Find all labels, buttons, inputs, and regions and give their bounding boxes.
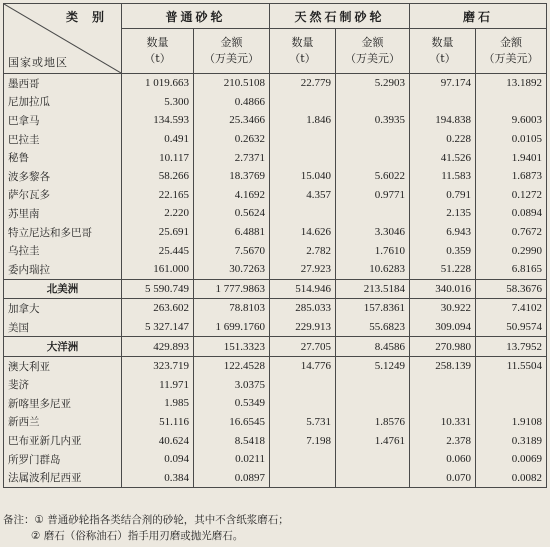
table-row: [4, 223, 547, 242]
table-cell: 9.6003: [476, 111, 547, 130]
column-header-unit: （t）: [289, 52, 316, 65]
country-name: 苏里南: [4, 204, 122, 223]
column-header-label: 数量: [291, 36, 314, 49]
table-cell: 0.384: [122, 468, 194, 487]
country-name: 法属波利尼西亚: [4, 468, 122, 487]
table-cell: 25.691: [122, 223, 194, 242]
table-row: [4, 93, 547, 112]
column-header-unit: （万美元）: [345, 52, 401, 65]
table-cell: [410, 93, 476, 112]
column-header-label: 金额: [361, 36, 384, 49]
table-cell: 58.3676: [476, 279, 547, 299]
table-cell: 0.3189: [476, 431, 547, 450]
table-cell: 1.8576: [336, 413, 410, 432]
column-header-unit: （万美元）: [204, 52, 259, 65]
country-name: 所罗门群岛: [4, 450, 122, 469]
table-cell: 157.8361: [336, 299, 410, 318]
table-cell: [270, 394, 336, 413]
table-cell: [270, 376, 336, 395]
table-cell: 30.7263: [194, 260, 270, 279]
table-cell: [270, 148, 336, 167]
table-cell: 6.4881: [194, 223, 270, 242]
table-cell: 11.583: [410, 167, 476, 186]
column-header-label: 金额: [220, 36, 243, 49]
table-cell: 15.040: [270, 167, 336, 186]
table-cell: 5.2903: [336, 74, 410, 93]
table-cell: 0.2990: [476, 241, 547, 260]
table-cell: 1.4761: [336, 431, 410, 450]
country-name: 巴拉圭: [4, 130, 122, 149]
table-cell: 340.016: [410, 279, 476, 299]
table-row: [4, 376, 547, 395]
group-header-natural-stone-wheel: 天然石制砂轮: [270, 4, 410, 29]
table-cell: [476, 93, 547, 112]
column-header-label: 数量: [431, 36, 454, 49]
table-cell: 5.731: [270, 413, 336, 432]
table-cell: 0.791: [410, 186, 476, 205]
table-cell: 51.228: [410, 260, 476, 279]
table-cell: 7.4102: [476, 299, 547, 318]
table-cell: [336, 204, 410, 223]
table-cell: 1.7610: [336, 241, 410, 260]
table-cell: 1.9108: [476, 413, 547, 432]
table-cell: 10.117: [122, 148, 194, 167]
country-name: 萨尔瓦多: [4, 186, 122, 205]
group-header-whetstone: 磨石: [410, 4, 547, 29]
country-name: 特立尼达和多巴哥: [4, 223, 122, 242]
table-row: [4, 299, 547, 318]
table-cell: 13.1892: [476, 74, 547, 93]
table-row: [4, 241, 547, 260]
country-name: 新西兰: [4, 413, 122, 432]
column-header-label: 数量: [146, 36, 169, 49]
table-cell: 122.4528: [194, 356, 270, 375]
table-cell: 0.0897: [194, 468, 270, 487]
table-cell: [410, 376, 476, 395]
table-cell: 323.719: [122, 356, 194, 375]
table-cell: [410, 394, 476, 413]
table-cell: 41.526: [410, 148, 476, 167]
table-cell: 40.624: [122, 431, 194, 450]
table-cell: 5.1249: [336, 356, 410, 375]
country-name: 加拿大: [4, 299, 122, 318]
table-cell: [270, 204, 336, 223]
table-cell: 4.357: [270, 186, 336, 205]
table-cell: 6.8165: [476, 260, 547, 279]
table-cell: 0.491: [122, 130, 194, 149]
table-cell: 51.116: [122, 413, 194, 432]
table-cell: 1.846: [270, 111, 336, 130]
table-cell: 7.5670: [194, 241, 270, 260]
table-cell: [270, 450, 336, 469]
table-cell: 258.139: [410, 356, 476, 375]
table-cell: [270, 93, 336, 112]
table-cell: 0.228: [410, 130, 476, 149]
footnote-1: 备注：① 普通砂轮指各类结合剂的砂轮，其中不含纸浆磨石；: [3, 514, 289, 526]
table-cell: 16.6545: [194, 413, 270, 432]
table-cell: 1 019.663: [122, 74, 194, 93]
table-cell: [336, 93, 410, 112]
table-row: [4, 111, 547, 130]
table-cell: 3.0375: [194, 376, 270, 395]
table-cell: 2.220: [122, 204, 194, 223]
table-cell: 0.094: [122, 450, 194, 469]
country-name: 澳大利亚: [4, 356, 122, 375]
table-cell: 27.923: [270, 260, 336, 279]
table-cell: 78.8103: [194, 299, 270, 318]
table-cell: 10.331: [410, 413, 476, 432]
table-cell: 0.0211: [194, 450, 270, 469]
table-cell: [476, 376, 547, 395]
region-name: 大洋洲: [4, 337, 122, 357]
table-cell: [476, 394, 547, 413]
region-subtotal-row: [4, 337, 547, 357]
table-cell: 22.165: [122, 186, 194, 205]
country-name: 墨西哥: [4, 74, 122, 93]
region-name: 北美洲: [4, 279, 122, 299]
column-header-unit: （万美元）: [483, 52, 539, 65]
country-name: 巴布亚新几内亚: [4, 431, 122, 450]
table-cell: 1 777.9863: [194, 279, 270, 299]
table-cell: 309.094: [410, 318, 476, 337]
table-cell: 2.378: [410, 431, 476, 450]
country-name: 秘鲁: [4, 148, 122, 167]
column-header-amount: [336, 29, 410, 74]
column-header-quantity: [122, 29, 194, 74]
table-cell: 55.6823: [336, 318, 410, 337]
table-cell: 14.776: [270, 356, 336, 375]
header-row-groups: [4, 4, 547, 29]
table-cell: 1 699.1760: [194, 318, 270, 337]
table-cell: 0.5624: [194, 204, 270, 223]
table-cell: 18.3769: [194, 167, 270, 186]
country-name: 斐济: [4, 376, 122, 395]
table-cell: 5.6022: [336, 167, 410, 186]
table-cell: 270.980: [410, 337, 476, 357]
column-header-unit: （t）: [144, 52, 171, 65]
table-cell: 429.893: [122, 337, 194, 357]
table-row: [4, 394, 547, 413]
table-cell: 25.445: [122, 241, 194, 260]
table-cell: 4.1692: [194, 186, 270, 205]
table-cell: [336, 148, 410, 167]
table-row: [4, 74, 547, 93]
table-cell: [336, 394, 410, 413]
table-cell: 30.922: [410, 299, 476, 318]
table-cell: 0.0894: [476, 204, 547, 223]
table-row: [4, 260, 547, 279]
table-cell: 3.3046: [336, 223, 410, 242]
table-cell: 2.7371: [194, 148, 270, 167]
table-row: [4, 130, 547, 149]
table-row: [4, 431, 547, 450]
table-cell: 14.626: [270, 223, 336, 242]
table-cell: 213.5184: [336, 279, 410, 299]
country-name: 新喀里多尼亚: [4, 394, 122, 413]
table-cell: [336, 376, 410, 395]
table-row: [4, 204, 547, 223]
table-cell: 151.3323: [194, 337, 270, 357]
table-cell: 0.9771: [336, 186, 410, 205]
table-row: [4, 450, 547, 469]
table-body: [4, 74, 547, 488]
table-cell: 0.0105: [476, 130, 547, 149]
column-header-amount: [476, 29, 547, 74]
table-cell: 285.033: [270, 299, 336, 318]
table-cell: 0.2632: [194, 130, 270, 149]
country-name: 乌拉圭: [4, 241, 122, 260]
table-cell: 1.6873: [476, 167, 547, 186]
table-cell: 0.070: [410, 468, 476, 487]
table-cell: 10.6283: [336, 260, 410, 279]
table-cell: 0.4866: [194, 93, 270, 112]
table-cell: 514.946: [270, 279, 336, 299]
table-cell: 6.943: [410, 223, 476, 242]
table-cell: 8.5418: [194, 431, 270, 450]
table-row: [4, 167, 547, 186]
table-cell: 2.782: [270, 241, 336, 260]
table-cell: [336, 468, 410, 487]
group-header-ordinary-wheel: 普通砂轮: [122, 4, 270, 29]
table-row: [4, 148, 547, 167]
table-cell: 1.985: [122, 394, 194, 413]
table-cell: [270, 130, 336, 149]
footnote-2: ② 磨石（俗称油石）指手用刃磨或抛光磨石。: [31, 530, 244, 542]
table-cell: 7.198: [270, 431, 336, 450]
table-cell: 27.705: [270, 337, 336, 357]
table-cell: 0.359: [410, 241, 476, 260]
table-cell: 0.1272: [476, 186, 547, 205]
table-cell: 13.7952: [476, 337, 547, 357]
table-cell: 263.602: [122, 299, 194, 318]
table-cell: [270, 468, 336, 487]
column-header-quantity: [410, 29, 476, 74]
table-cell: 22.779: [270, 74, 336, 93]
table-cell: 161.000: [122, 260, 194, 279]
region-subtotal-row: [4, 279, 547, 299]
table-cell: 11.971: [122, 376, 194, 395]
table-cell: 50.9574: [476, 318, 547, 337]
table-cell: 58.266: [122, 167, 194, 186]
column-header-amount: [194, 29, 270, 74]
table-cell: 11.5504: [476, 356, 547, 375]
table-cell: 194.838: [410, 111, 476, 130]
country-name: 巴拿马: [4, 111, 122, 130]
country-name: 美国: [4, 318, 122, 337]
table-cell: 8.4586: [336, 337, 410, 357]
table-cell: 134.593: [122, 111, 194, 130]
table-cell: 5.300: [122, 93, 194, 112]
table-row: [4, 356, 547, 375]
column-header-label: 金额: [500, 36, 523, 49]
table-cell: 5 327.147: [122, 318, 194, 337]
table-row: [4, 413, 547, 432]
corner-label-country: 国家或地区: [8, 56, 68, 69]
statistics-table: [3, 3, 547, 488]
column-header-unit: （t）: [429, 52, 456, 65]
column-header-quantity: [270, 29, 336, 74]
table-row: [4, 318, 547, 337]
table-cell: 97.174: [410, 74, 476, 93]
table-cell: [336, 450, 410, 469]
corner-label-category: 类别: [66, 10, 119, 24]
table-cell: 2.135: [410, 204, 476, 223]
corner-header-cell: [4, 4, 122, 74]
table-cell: 0.3935: [336, 111, 410, 130]
table-cell: 0.7672: [476, 223, 547, 242]
table-cell: [336, 130, 410, 149]
table-row: [4, 186, 547, 205]
table-cell: 0.0082: [476, 468, 547, 487]
country-name: 波多黎各: [4, 167, 122, 186]
country-name: 委内瑞拉: [4, 260, 122, 279]
footnotes: [3, 512, 289, 544]
table-cell: 0.0069: [476, 450, 547, 469]
table-row: [4, 468, 547, 487]
table-cell: 210.5108: [194, 74, 270, 93]
table-cell: 1.9401: [476, 148, 547, 167]
country-name: 尼加拉瓜: [4, 93, 122, 112]
table-cell: 229.913: [270, 318, 336, 337]
table-cell: 25.3466: [194, 111, 270, 130]
table-cell: 0.060: [410, 450, 476, 469]
table-cell: 5 590.749: [122, 279, 194, 299]
table-cell: 0.5349: [194, 394, 270, 413]
